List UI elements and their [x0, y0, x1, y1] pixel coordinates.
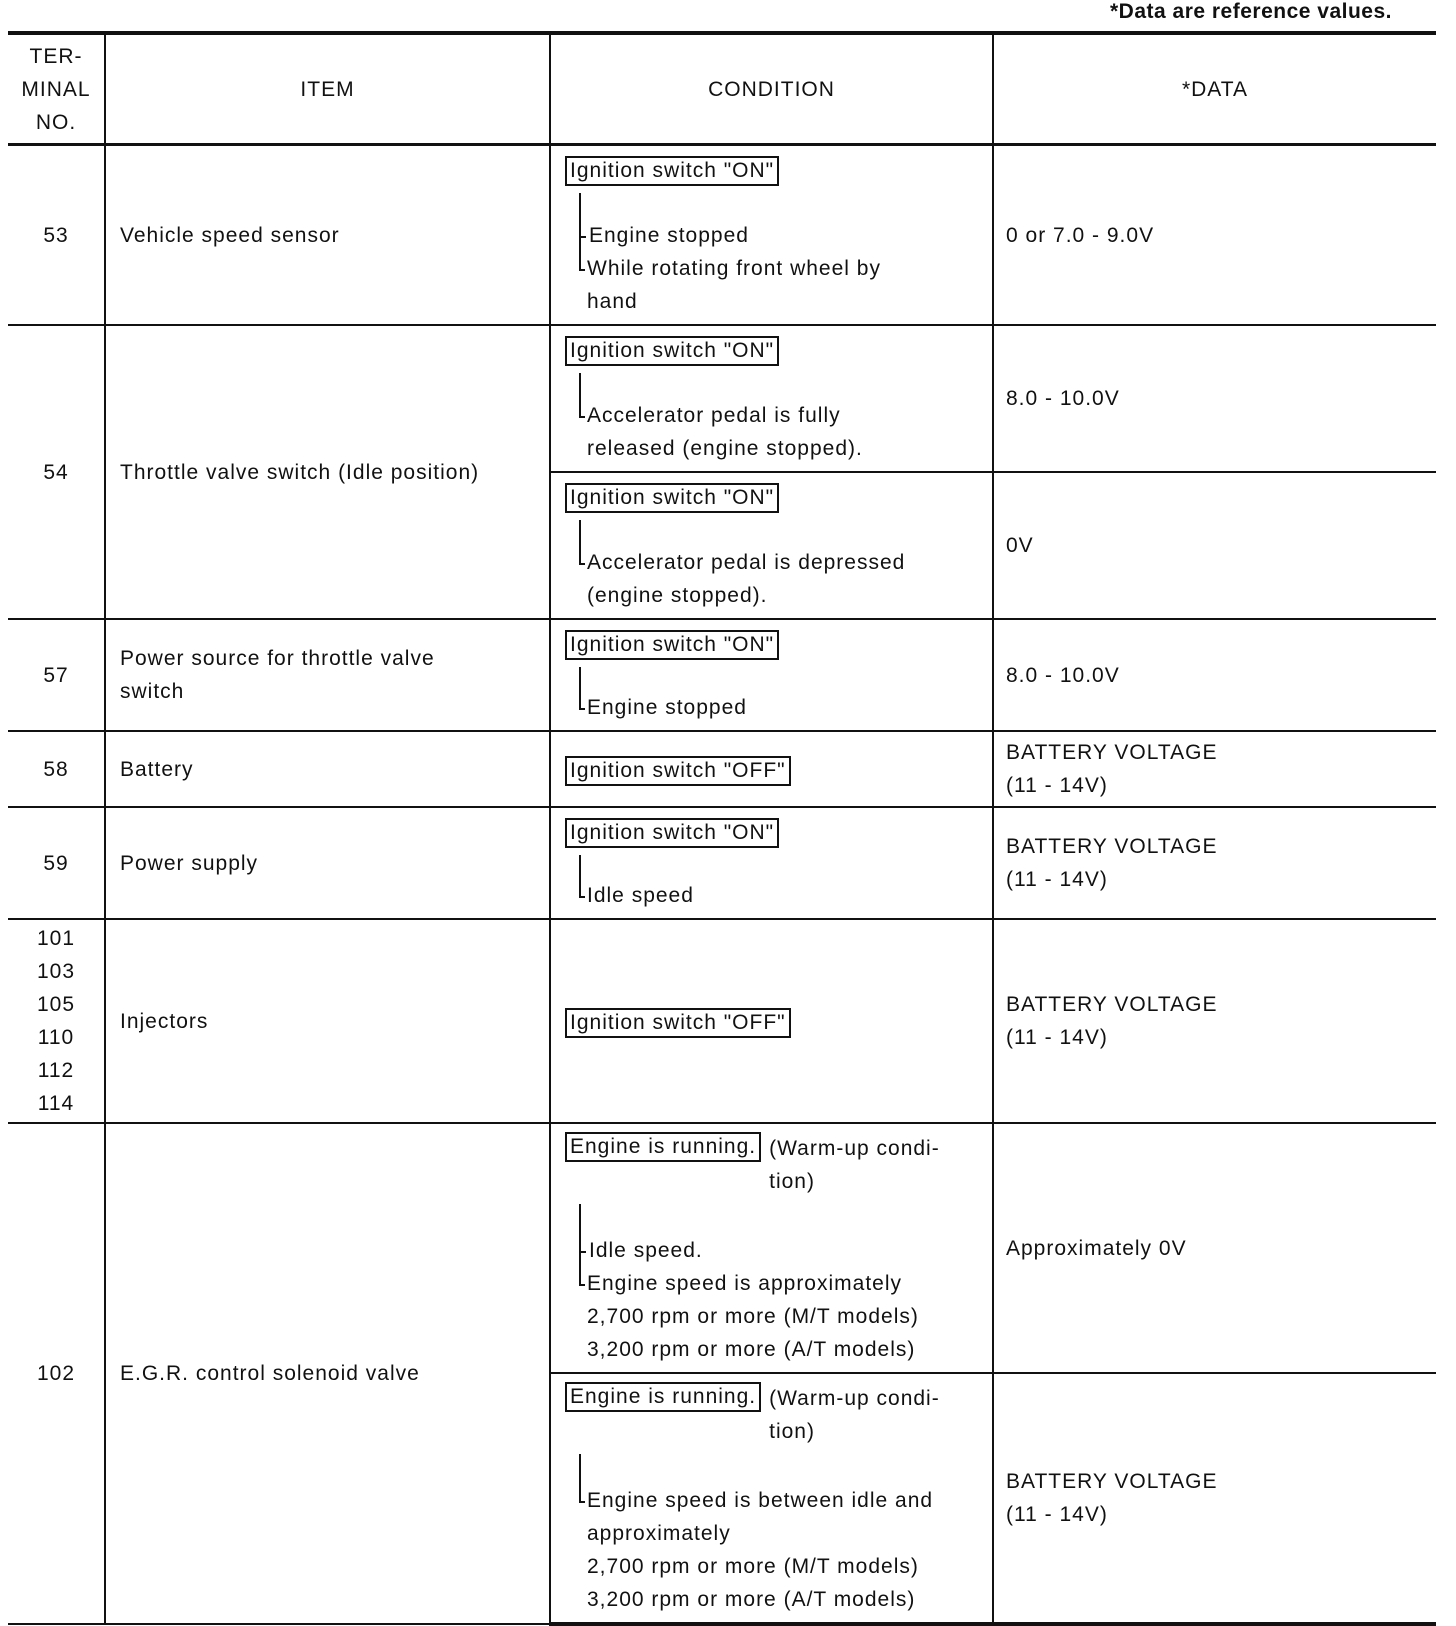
branch-line [579, 1454, 984, 1484]
condition-box: Engine is running. [565, 1382, 761, 1412]
data-cell: 0 or 7.0 - 9.0V [993, 145, 1436, 326]
header-terminal-line: NO. [35, 110, 77, 134]
table-row [8, 325, 1436, 472]
branch-line [579, 1204, 984, 1234]
terminal-cell: 58 [8, 731, 105, 807]
condition-sub-text: Engine speed is between idle and [587, 1489, 934, 1512]
condition-sub-text: Idle speed [587, 884, 694, 907]
condition-cell [550, 1123, 993, 1373]
data-line: BATTERY VOLTAGE [1006, 993, 1218, 1016]
condition-cell [550, 325, 993, 472]
condition-cell [550, 807, 993, 919]
condition-sub-text: 2,700 rpm or more (M/T models) [587, 1305, 919, 1328]
branch-line [579, 667, 984, 691]
branch-line [579, 520, 984, 546]
data-cell [993, 1373, 1436, 1624]
header-condition: CONDITION [550, 33, 993, 145]
condition-sub [579, 1234, 984, 1267]
condition-cell [550, 1373, 993, 1624]
terminal-number: 112 [37, 1059, 75, 1082]
data-line: BATTERY VOLTAGE [1006, 835, 1218, 858]
condition-sub [579, 1267, 984, 1366]
condition-box: Ignition switch "OFF" [565, 1008, 791, 1038]
terminal-cell: 59 [8, 807, 105, 919]
item-cell: Throttle valve switch (Idle position) [105, 325, 550, 619]
table-row [8, 1123, 1436, 1373]
terminal-number: 105 [36, 993, 76, 1016]
branch-line [579, 193, 984, 219]
condition-sub-text: Engine stopped [587, 696, 747, 719]
branch-line [579, 855, 984, 879]
terminal-cell: 54 [8, 325, 105, 619]
condition-box: Ignition switch "ON" [565, 630, 779, 660]
data-line: (11 - 14V) [1006, 1026, 1108, 1049]
condition-note [761, 1132, 940, 1198]
data-cell: 8.0 - 10.0V [993, 619, 1436, 731]
data-line: BATTERY VOLTAGE [1006, 741, 1218, 764]
item-cell: E.G.R. control solenoid valve [105, 1123, 550, 1624]
condition-cell [550, 731, 993, 807]
reference-note: *Data are reference values. [1110, 0, 1392, 23]
condition-box: Engine is running. [565, 1132, 761, 1162]
condition-note-line: (Warm-up condi- [769, 1137, 940, 1160]
item-cell: Battery [105, 731, 550, 807]
header-item: ITEM [105, 33, 550, 145]
condition-sub-text: released (engine stopped). [587, 437, 863, 460]
table-row [8, 919, 1436, 1123]
data-cell: 8.0 - 10.0V [993, 325, 1436, 472]
data-cell [993, 731, 1436, 807]
header-terminal [8, 33, 105, 145]
condition-cell [550, 619, 993, 731]
condition-cell [550, 919, 993, 1123]
terminal-cell: 53 [8, 145, 105, 326]
item-cell: Vehicle speed sensor [105, 145, 550, 326]
item-cell: Power supply [105, 807, 550, 919]
condition-sub-text: Accelerator pedal is depressed [587, 551, 906, 574]
condition-sub-text: (engine stopped). [587, 584, 768, 607]
data-cell [993, 807, 1436, 919]
item-line: Power source for throttle valve [120, 647, 435, 670]
condition-box: Ignition switch "OFF" [565, 756, 791, 786]
terminal-cell: 57 [8, 619, 105, 731]
condition-sub-text: Engine speed is approximately [587, 1272, 903, 1295]
item-cell: Injectors [105, 919, 550, 1123]
data-cell: Approximately 0V [993, 1123, 1436, 1373]
table-row [8, 145, 1436, 326]
terminal-cell [8, 919, 105, 1123]
header-terminal-line: MINAL [21, 77, 91, 101]
ecu-terminal-table [8, 31, 1436, 1626]
condition-box: Ignition switch "ON" [565, 483, 779, 513]
data-line: BATTERY VOLTAGE [1006, 1470, 1218, 1493]
terminal-number: 110 [37, 1026, 75, 1049]
terminal-number: 101 [36, 927, 76, 950]
condition-sub-text: Engine stopped [589, 224, 749, 247]
header-terminal-line: TER- [29, 44, 83, 68]
terminal-number: 103 [36, 960, 76, 983]
item-line: switch [120, 680, 185, 703]
condition-sub-text: approximately [587, 1522, 731, 1545]
condition-box: Ignition switch "ON" [565, 818, 779, 848]
condition-note-line: tion) [769, 1170, 815, 1193]
data-cell [993, 919, 1436, 1123]
terminal-cell: 102 [8, 1123, 105, 1624]
condition-sub [579, 879, 984, 912]
condition-note [761, 1382, 940, 1448]
data-cell: 0V [993, 472, 1436, 619]
condition-sub-text: Idle speed. [589, 1239, 703, 1262]
condition-sub [579, 399, 984, 465]
header-data: *DATA [993, 33, 1436, 145]
condition-note-line: (Warm-up condi- [769, 1387, 940, 1410]
condition-sub-text: 2,700 rpm or more (M/T models) [587, 1555, 919, 1578]
condition-box: Ignition switch "ON" [565, 336, 779, 366]
condition-sub-text: Accelerator pedal is fully [587, 404, 841, 427]
table-row [8, 807, 1436, 919]
data-line: (11 - 14V) [1006, 1503, 1108, 1526]
header-row [8, 33, 1436, 145]
condition-sub [579, 219, 984, 252]
branch-line [579, 373, 984, 399]
table-row [8, 731, 1436, 807]
condition-sub [579, 691, 984, 724]
condition-sub [579, 1484, 984, 1616]
terminal-number: 114 [37, 1092, 75, 1115]
condition-cell [550, 472, 993, 619]
table-row [8, 619, 1436, 731]
data-line: (11 - 14V) [1006, 774, 1108, 797]
condition-sub-text: hand [587, 290, 638, 313]
condition-box: Ignition switch "ON" [565, 156, 779, 186]
condition-sub-text: 3,200 rpm or more (A/T models) [587, 1588, 916, 1611]
condition-sub [579, 546, 984, 612]
condition-sub [579, 252, 984, 318]
item-cell [105, 619, 550, 731]
condition-sub-text: 3,200 rpm or more (A/T models) [587, 1338, 916, 1361]
data-line: (11 - 14V) [1006, 868, 1108, 891]
condition-sub-text: While rotating front wheel by [587, 257, 881, 280]
condition-note-line: tion) [769, 1420, 815, 1443]
condition-cell [550, 145, 993, 326]
